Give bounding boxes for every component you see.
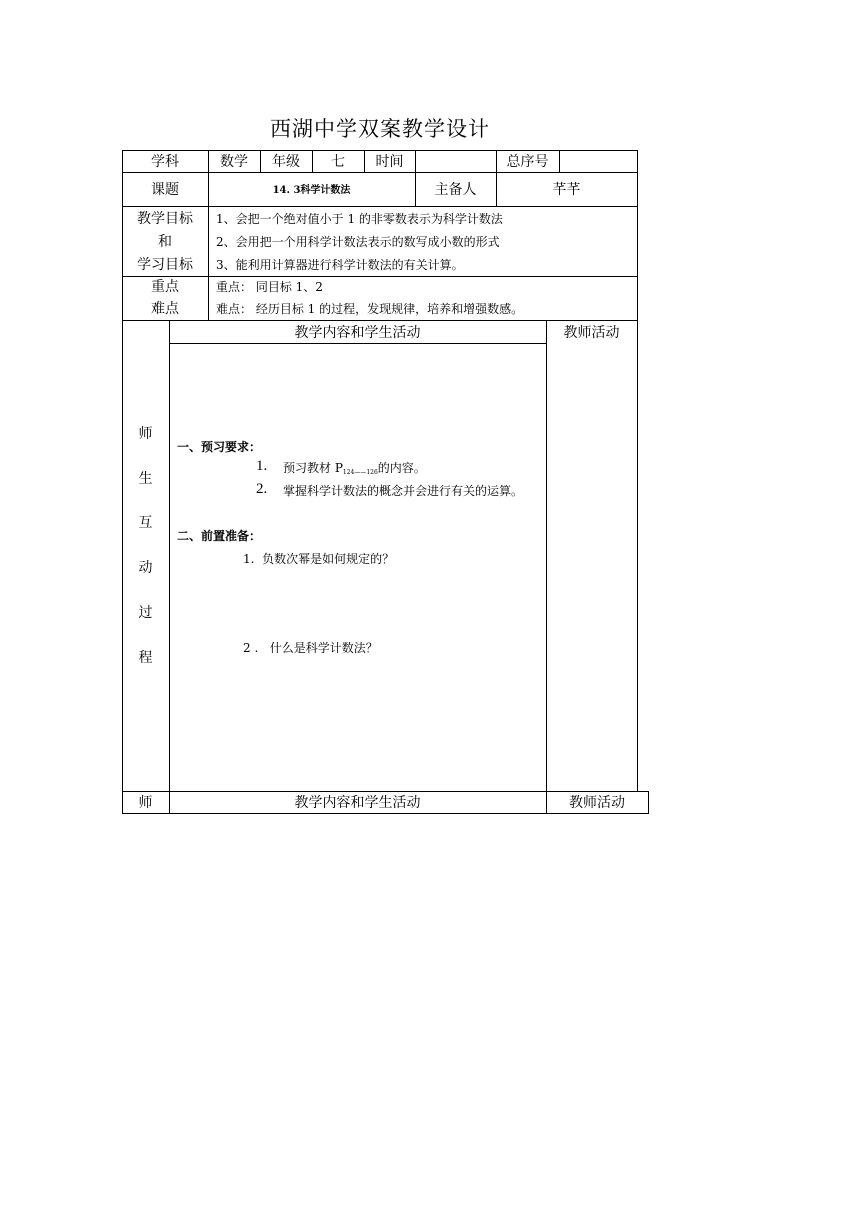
- col-divider: [415, 150, 416, 172]
- section1-item2-text: 掌握科学计数法的概念并会进行有关的运算。: [283, 484, 524, 498]
- row-divider-5: [122, 791, 648, 792]
- content-header-divider: [169, 343, 547, 344]
- row-divider-3: [122, 276, 638, 277]
- document-title: 西湖中学双案教学设计: [270, 117, 490, 141]
- preparer-value: 芊芊: [552, 182, 581, 198]
- col-divider: [559, 150, 560, 172]
- section1-item1-prefix: 预习教材 P: [283, 461, 343, 475]
- side-col-divider: [169, 320, 170, 814]
- side-char-4: 动: [138, 560, 153, 576]
- difficulty-text: 难点： 经历目标 1 的过程，发现规律，培养和增强数感。: [216, 302, 524, 316]
- grade-label: 年级: [272, 154, 300, 170]
- content-header: 教学内容和学生活动: [294, 325, 421, 341]
- section1-item1-suffix: 的内容。: [377, 461, 426, 475]
- preparer-label: 主备人: [434, 182, 477, 198]
- goal-item-3: 3、能利用计算器进行科学计数法的有关计算。: [216, 258, 464, 272]
- footer-border-right: [648, 791, 649, 814]
- section2-item2: 2 . 什么是科学计数法？: [243, 641, 378, 655]
- time-label: 时间: [375, 154, 404, 170]
- footer-content-header: 教学内容和学生活动: [294, 795, 421, 811]
- subject-value: 数学: [220, 154, 248, 170]
- key-point-text: 重点： 同目标 1、2: [216, 280, 323, 294]
- grade-value: 七: [331, 154, 345, 170]
- side-char-3: 互: [138, 515, 153, 531]
- side-char-6: 程: [138, 650, 153, 666]
- keypoints-label-line1: 重点: [151, 279, 179, 295]
- side-char-2: 生: [138, 471, 153, 487]
- section1-item1-text: [283, 462, 426, 474]
- table-border-top: [122, 150, 638, 151]
- subject-label: 学科: [151, 154, 179, 170]
- topic-label: 课题: [151, 182, 179, 198]
- section1-item1-number: 1.: [256, 458, 268, 474]
- serial-label: 总序号: [506, 154, 549, 170]
- section1-item2-number: 2.: [256, 481, 268, 497]
- section1-title: 一、预习要求：: [177, 440, 262, 454]
- goals-label-line3: 学习目标: [137, 257, 193, 273]
- section2-title: 二、前置准备：: [177, 529, 262, 543]
- section1-item1-page-range: 124——126: [342, 469, 378, 476]
- footer-teacher-header: 教师活动: [569, 795, 625, 811]
- goal-item-2: 2、会用把一个用科学计数法表示的数写成小数的形式: [216, 235, 500, 249]
- row-divider-2: [122, 206, 638, 207]
- side-char-5: 过: [138, 605, 153, 621]
- teacher-activity-header: 教师活动: [563, 325, 620, 341]
- row-divider-1: [122, 172, 638, 173]
- goal-item-1: 1、会把一个绝对值小于 1 的非零数表示为科学计数法: [216, 212, 503, 226]
- table-border-right: [637, 150, 638, 792]
- goals-label-line2: 和: [158, 234, 172, 250]
- side-char-1: 师: [138, 426, 153, 442]
- footer-side-char: 师: [138, 795, 153, 811]
- section2-item1: 1. 负数次幂是如何规定的？: [243, 552, 395, 566]
- topic-value: 14. 3科学计数法: [272, 185, 351, 196]
- row-divider-4: [122, 320, 638, 321]
- goals-label-line1: 教学目标: [137, 211, 193, 227]
- keypoints-label-line2: 难点: [151, 301, 179, 317]
- teacher-col-divider: [546, 320, 547, 814]
- table-border-bottom: [122, 813, 648, 814]
